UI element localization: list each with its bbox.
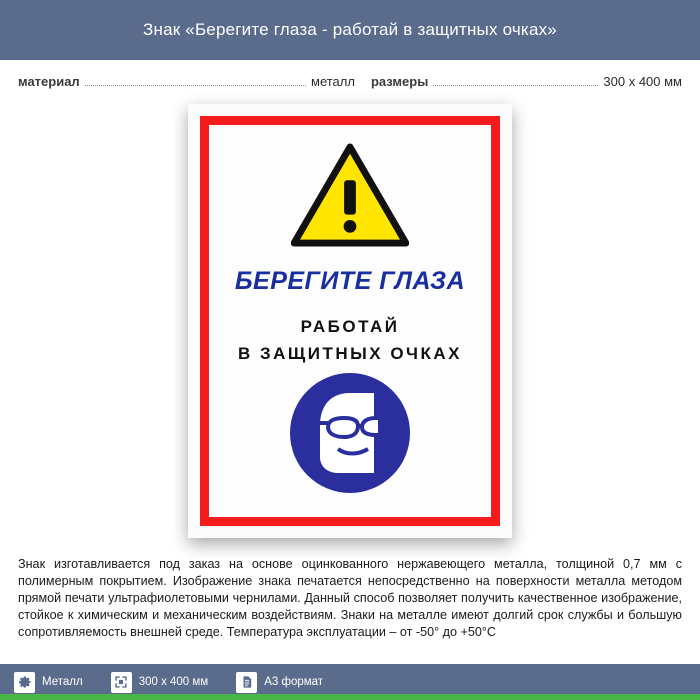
footer-item-size[interactable] bbox=[111, 672, 209, 693]
sign-subheading bbox=[209, 313, 491, 367]
footer-item-format[interactable] bbox=[236, 672, 323, 693]
gear-icon bbox=[14, 672, 35, 693]
safety-goggles-icon bbox=[288, 371, 412, 495]
spec-material-label: материал bbox=[18, 74, 80, 89]
page-title: Знак «Берегите глаза - работай в защитных очках» bbox=[143, 20, 557, 39]
sign-inner bbox=[200, 116, 500, 526]
sign-subheading-line1: РАБОТАЙ bbox=[300, 317, 400, 336]
spec-size bbox=[371, 74, 682, 90]
description-text: Знак изготавливается под заказ на основе оцинкованного нержавеющего металла, толщиной 0,7 мм с полимерным покрытием. Изображение знака печатается непосредственно на поверхности металла методом прямой печати ультрафиолетовыми чернилами. Данный способ позволяет получить качественное изображение, стойкое к химическим и механическим воздействиям. Знаки на металле имеют долгий срок службы и большую сопротивляемость внешней среде. Температура эксплуатации – от -50° до +50°С bbox=[18, 557, 682, 639]
page-header bbox=[0, 0, 700, 60]
footer-label-size: 300 х 400 мм bbox=[138, 676, 209, 688]
footer-label-material: Металл bbox=[42, 676, 83, 688]
footer-accent-strip bbox=[0, 694, 700, 700]
sign-subheading-line2: В ЗАЩИТНЫХ ОЧКАХ bbox=[238, 344, 462, 363]
spec-size-label: размеры bbox=[370, 74, 429, 89]
spec-row bbox=[0, 74, 700, 96]
spec-material bbox=[18, 74, 355, 90]
spec-size-value: 300 х 400 мм bbox=[603, 74, 682, 89]
spec-material-value: металл bbox=[311, 74, 355, 89]
spec-material-dots bbox=[85, 85, 306, 86]
sign-preview-stage bbox=[0, 104, 700, 544]
resize-icon bbox=[111, 672, 132, 693]
sign-card[interactable] bbox=[188, 104, 512, 538]
footer-item-material[interactable] bbox=[14, 672, 83, 693]
warning-triangle-icon bbox=[291, 143, 409, 247]
document-icon bbox=[236, 672, 257, 693]
spec-size-dots bbox=[433, 85, 598, 86]
footer-label-format: A3 формат bbox=[264, 676, 324, 688]
sign-heading: БЕРЕГИТЕ ГЛАЗА bbox=[234, 267, 466, 295]
